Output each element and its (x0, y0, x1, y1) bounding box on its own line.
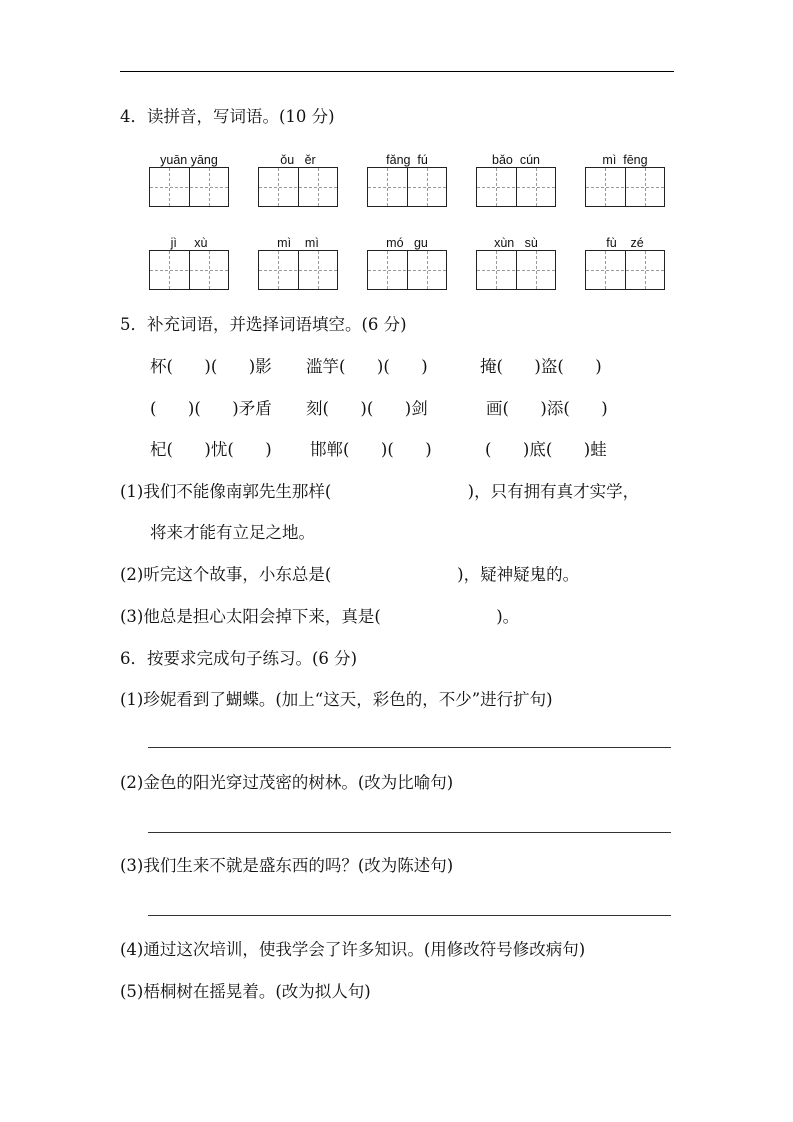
idiom-blank[interactable]: 杞( )忧( ) (150, 440, 272, 459)
answer-line-1[interactable] (148, 747, 671, 748)
pinyin-word-item (585, 236, 665, 290)
q5-sentence-1[interactable]: (1)我们不能像南郭先生那样( )，只有拥有真才实学， (120, 482, 640, 501)
pinyin-word-item (476, 153, 556, 207)
grid-guide (536, 251, 537, 289)
pinyin-label: ǒu ěr (280, 153, 316, 167)
grid-guide (259, 187, 337, 188)
grid-guide (209, 251, 210, 289)
idiom-blank[interactable]: 滥竽( )( ) (306, 357, 428, 376)
grid-guide (496, 251, 497, 289)
idiom-blank[interactable]: ( )( )矛盾 (150, 399, 272, 418)
tian-zi-ge-boxes[interactable] (258, 250, 338, 290)
q6-item-5: (5)梧桐树在摇晃着。(改为拟人句) (120, 982, 371, 1001)
grid-guide (645, 251, 646, 289)
q6-item-3: (3)我们生来不就是盛东西的吗？(改为陈述句) (120, 856, 454, 875)
pinyin-label: fǎng fú (386, 153, 428, 167)
grid-guide (586, 187, 664, 188)
q5-sentence-2[interactable]: (2)听完这个故事，小东总是( )，疑神疑鬼的。 (120, 565, 580, 584)
idiom-blank[interactable]: ( )底( )蛙 (485, 440, 607, 459)
grid-guide (427, 168, 428, 206)
pinyin-label: yuān yāng (160, 153, 218, 167)
pinyin-word-item (149, 153, 229, 207)
q6-item-4: (4)通过这次培训，使我学会了许多知识。(用修改符号修改病句) (120, 940, 586, 959)
pinyin-label: fù zé (606, 236, 644, 250)
grid-guide (477, 187, 555, 188)
grid-guide (645, 168, 646, 206)
answer-line-3[interactable] (148, 915, 671, 916)
grid-guide (209, 168, 210, 206)
idiom-blank[interactable]: 画( )添( ) (486, 399, 608, 418)
grid-guide (278, 251, 279, 289)
grid-guide (605, 168, 606, 206)
grid-guide (150, 270, 228, 271)
q6-title: 6．按要求完成句子练习。(6 分) (120, 649, 358, 668)
grid-guide (387, 168, 388, 206)
idiom-blank[interactable]: 掩( )盗( ) (480, 357, 602, 376)
tian-zi-ge-boxes[interactable] (367, 250, 447, 290)
q6-item-2: (2)金色的阳光穿过茂密的树林。(改为比喻句) (120, 773, 454, 792)
pinyin-label: mì mì (277, 236, 319, 250)
pinyin-word-item (476, 236, 556, 290)
grid-guide (259, 270, 337, 271)
q4-title: 4．读拼音，写词语。(10 分) (120, 107, 335, 126)
tian-zi-ge-boxes[interactable] (585, 167, 665, 207)
grid-guide (536, 168, 537, 206)
tian-zi-ge-boxes[interactable] (149, 167, 229, 207)
grid-guide (169, 168, 170, 206)
pinyin-word-item (149, 236, 229, 290)
pinyin-label: xùn sù (494, 236, 538, 250)
idiom-blank[interactable]: 杯( )( )影 (150, 357, 272, 376)
grid-guide (368, 270, 446, 271)
tian-zi-ge-boxes[interactable] (149, 250, 229, 290)
tian-zi-ge-boxes[interactable] (258, 167, 338, 207)
q6-item-1: (1)珍妮看到了蝴蝶。(加上“这天，彩色的，不少”进行扩句) (120, 690, 553, 709)
grid-guide (368, 187, 446, 188)
q5-title: 5．补充词语，并选择词语填空。(6 分) (120, 315, 407, 334)
tian-zi-ge-boxes[interactable] (367, 167, 447, 207)
tian-zi-ge-boxes[interactable] (476, 250, 556, 290)
pinyin-label: jì xù (170, 236, 208, 250)
tian-zi-ge-boxes[interactable] (476, 167, 556, 207)
grid-guide (318, 251, 319, 289)
tian-zi-ge-boxes[interactable] (585, 250, 665, 290)
grid-guide (496, 168, 497, 206)
q5-sentence-3[interactable]: (3)他总是担心太阳会掉下来，真是( )。 (120, 607, 520, 626)
pinyin-word-item (258, 153, 338, 207)
header-rule (120, 71, 674, 72)
grid-guide (427, 251, 428, 289)
grid-guide (387, 251, 388, 289)
q5-sentence-1-continued: 将来才能有立足之地。 (150, 523, 315, 542)
grid-guide (169, 251, 170, 289)
idiom-blank[interactable]: 刻( )( )剑 (306, 399, 428, 418)
answer-line-2[interactable] (148, 832, 671, 833)
pinyin-word-item (258, 236, 338, 290)
pinyin-word-item (367, 153, 447, 207)
idiom-blank[interactable]: 邯郸( )( ) (310, 440, 432, 459)
grid-guide (318, 168, 319, 206)
pinyin-label: mó gu (386, 236, 428, 250)
grid-guide (586, 270, 664, 271)
pinyin-word-item (585, 153, 665, 207)
grid-guide (477, 270, 555, 271)
pinyin-label: mì fēng (602, 153, 648, 167)
pinyin-word-item (367, 236, 447, 290)
grid-guide (150, 187, 228, 188)
grid-guide (278, 168, 279, 206)
grid-guide (605, 251, 606, 289)
pinyin-label: bǎo cún (492, 153, 540, 167)
